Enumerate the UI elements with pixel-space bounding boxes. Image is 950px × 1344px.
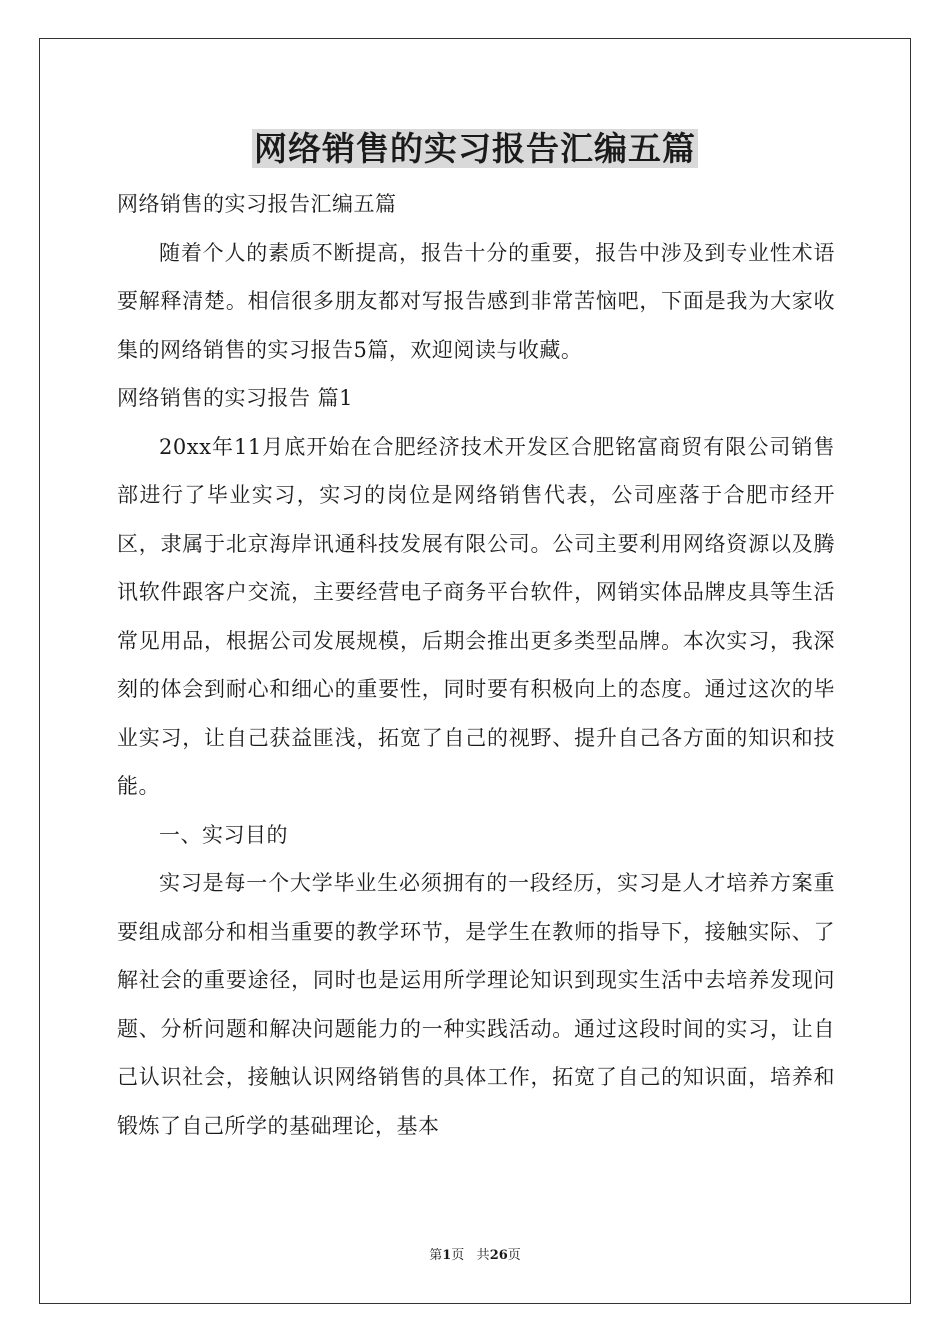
body-paragraph-4: 一、实习目的 xyxy=(159,822,288,847)
page-total-suffix: 页 xyxy=(507,1248,521,1263)
document-body xyxy=(117,180,835,1150)
document-title-text: 网络销售的实习报告汇编五篇 xyxy=(254,129,696,168)
body-paragraph-2: 网络销售的实习报告 篇1 xyxy=(117,386,354,410)
body-paragraph-5: 实习是每一个大学毕业生必须拥有的一段经历，实习是人才培养方案重要组成部分和相当重要的教学环节，是学生在教师的指导下，接触实际、了解社会的重要途径，同时也是运用所学理论知识到现实生活中去培养发现问题、分析问题和解决问题能力的一种实践活动。通过这段时间的实习，让自己认识社会，接触认识网络销售的具体工作，拓宽了自己的知识面，培养和锻炼了自己所学的基础理论，基本 xyxy=(117,871,835,1138)
body-paragraph-0: 网络销售的实习报告汇编五篇 xyxy=(117,192,397,216)
page-footer xyxy=(0,1247,950,1265)
body-paragraph-3: 20xx年11月底开始在合肥经济技术开发区合肥铭富商贸有限公司销售部进行了毕业实习，实习的岗位是网络销售代表，公司座落于合肥市经开区，隶属于北京海岸讯通科技发展有限公司。公司主要利用网络资源以及腾讯软件跟客户交流，主要经营电子商务平台软件，网销实体品牌皮具等生活常见用品，根据公司发展规模，后期会推出更多类型品牌。本次实习，我深刻的体会到耐心和细心的重要性，同时要有积极向上的态度。通过这次的毕业实习，让自己获益匪浅，拓宽了自己的视野、提升自己各方面的知识和技能。 xyxy=(117,434,835,798)
body-paragraph-1: 随着个人的素质不断提高，报告十分的重要，报告中涉及到专业性术语要解释清楚。相信很多朋友都对写报告感到非常苦恼吧，下面是我为大家收集的网络销售的实习报告5篇，欢迎阅读与收藏。 xyxy=(117,240,835,362)
page-number-suffix: 页 xyxy=(451,1248,465,1263)
page-number-current: 1 xyxy=(442,1248,452,1263)
document-title xyxy=(0,126,950,172)
page-total-prefix: 共 xyxy=(476,1248,490,1263)
page-number-prefix: 第 xyxy=(429,1248,443,1263)
page-total: 26 xyxy=(489,1248,508,1263)
